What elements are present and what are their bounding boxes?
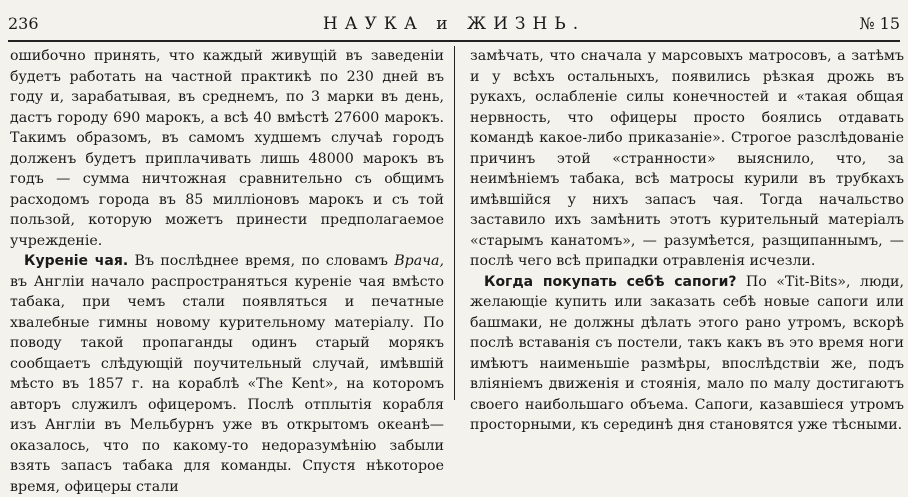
right-paragraph-1: замѣчать, что сначала у марсовыхъ матросовъ, а затѣмъ и у всѣхъ остальныхъ, появились рѣзкая дрожь въ рукахъ, ослабленіе силы конечностей и «такая общая нервность, что офицеры просто боялись отдавать командѣ какое-либо приказаніе». Строгое разслѣдованіе причинъ этой «странности» выяснило, что, за неимѣніемъ табака, всѣ матросы курили въ трубкахъ имѣвшійся у нихъ запасъ чая. Тогда начальство заставило ихъ замѣнить этотъ курительный матеріалъ «старымъ канатомъ», — разумѣется, разщипаннымъ, — послѣ чего всѣ припадки отравленія исчезли. — [470, 48, 904, 269]
journal-title: НАУКА и ЖИЗНЬ. — [322, 14, 586, 34]
header-rule — [8, 40, 900, 42]
page-header — [8, 14, 900, 36]
boots-heading: Когда покупать себѣ сапоги? — [484, 273, 737, 290]
left-column — [10, 46, 444, 497]
page-number: 236 — [8, 14, 39, 33]
boots-text: По «Tit-Bits», люди, желающіе купить или заказать себѣ новые сапоги или башмаки, не должны дѣлать этого рано утромъ, вскорѣ послѣ вставанія съ постели, такъ какъ въ это время ноги имѣютъ наименьшіе размѣры, впослѣдствіи же, подъ вліяніемъ движенія и стоянія, мало по малу достигаютъ своего наибольшаго объема. Сапоги, казавшіеся утромъ просторными, къ серединѣ дня становятся уже тѣсными. — [470, 273, 904, 433]
right-column — [470, 46, 904, 436]
boots-article — [470, 272, 904, 436]
tea-smoking-heading: Куреніе чая. — [24, 253, 129, 269]
tea-smoking-text-pre: Въ послѣднее время, по словамъ — [128, 253, 395, 269]
tea-smoking-source: Врача, — [394, 253, 444, 269]
left-paragraph-1: ошибочно принять, что каждый живущій въ заведеніи будетъ работать на частной практикѣ по 230 дней въ году и, зарабатывая, въ среднемъ, по 3 марки въ день, дастъ городу 690 марокъ, а всѣ 40 вмѣстѣ 27600 марокъ. Такимъ образомъ, въ самомъ худшемъ случаѣ городъ долженъ будетъ приплачивать лишь 48000 марокъ въ годъ — сумма ничтожная сравнительно съ общимъ расходомъ города въ 85 милліоновъ марокъ и съ той пользой, которую можетъ принести предполагаемое учрежденіе. — [10, 48, 444, 249]
tea-smoking-article — [10, 251, 444, 497]
issue-number: № 15 — [859, 14, 900, 33]
column-divider — [454, 46, 455, 400]
tea-smoking-text-post: въ Англіи начало распространяться куреніе чая вмѣсто табака, при чемъ стали появляться и печатные хвалебные гимны новому курительному матеріалу. По поводу такой пропаганды одинъ старый морякъ сообщаетъ слѣдующій поучительный случай, имѣвшій мѣсто въ 1857 г. на кораблѣ «The Kent», на которомъ авторъ служилъ офицеромъ. Послѣ отплытія корабля изъ Англіи въ Мельбурнъ уже въ открытомъ океанѣ—оказалось, что по какому-то недоразумѣнію забыли взять запасъ табака для команды. Спустя нѣкоторое время, офицеры стали — [10, 273, 444, 495]
